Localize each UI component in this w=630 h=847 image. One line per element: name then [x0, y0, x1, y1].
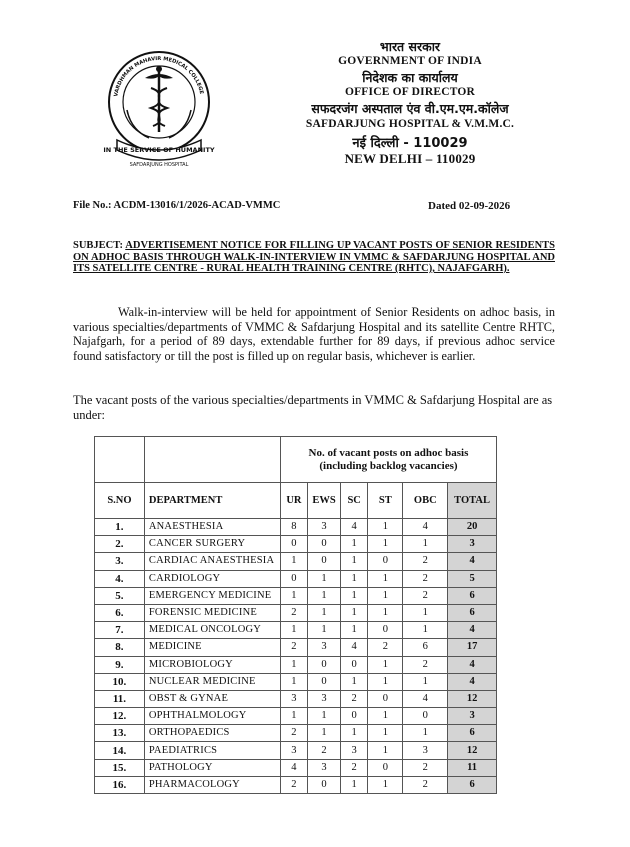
cell-total: 4: [448, 673, 497, 690]
header-blank-sno: [95, 437, 145, 483]
cell-obc: 3: [403, 742, 448, 759]
cell-total: 3: [448, 708, 497, 725]
cell-department: PAEDIATRICS: [144, 742, 280, 759]
header-city: NEW DELHI – 110029: [344, 151, 476, 166]
cell-st: 0: [368, 759, 403, 776]
cell-obc: 2: [403, 587, 448, 604]
cell-total: 6: [448, 725, 497, 742]
table-intro: The vacant posts of the various specialties/departments in VMMC & Safdarjung Hospital are as under:: [73, 393, 553, 422]
cell-ews: 3: [307, 639, 340, 656]
cell-ur: 2: [280, 725, 307, 742]
header-govt: GOVERNMENT OF INDIA: [338, 55, 482, 67]
cell-sc: 4: [341, 519, 368, 536]
cell-st: 2: [368, 639, 403, 656]
cell-ews: 0: [307, 673, 340, 690]
cell-ews: 3: [307, 690, 340, 707]
cell-obc: 1: [403, 536, 448, 553]
cell-ews: 1: [307, 622, 340, 639]
column-header-obc: OBC: [403, 483, 448, 519]
cell-sc: 4: [341, 639, 368, 656]
cell-ur: 2: [280, 604, 307, 621]
cell-total: 12: [448, 742, 497, 759]
cell-ur: 2: [280, 639, 307, 656]
cell-ews: 0: [307, 553, 340, 570]
body-paragraph: Walk-in-interview will be held for appointment of Senior Residents on adhoc basis, in various specialties/departments of VMMC & Safdarjung Hospital and its satellite Centre RHTC, Najafgarh, for a period of 89 days, extendable further for 89 days, if previous adhoc service found satisfactory or till the post is filled up on regular basis, whichever is earlier.: [73, 305, 555, 363]
logo-arc-text: VARDHMAN MAHAVIR MEDICAL COLLEGE: [113, 55, 205, 98]
header-hindi-office: निदेशक का कार्यालय: [362, 70, 458, 85]
header-hindi-hospital: सफदरजंग अस्पताल एंव वी.एम.एम.कॉलेज: [311, 101, 509, 116]
cell-st: 1: [368, 656, 403, 673]
cell-st: 0: [368, 553, 403, 570]
cell-obc: 0: [403, 708, 448, 725]
cell-sc: 1: [341, 622, 368, 639]
cell-total: 12: [448, 690, 497, 707]
cell-sc: 0: [341, 656, 368, 673]
cell-st: 1: [368, 725, 403, 742]
cell-st: 1: [368, 673, 403, 690]
cell-sno: 10.: [95, 673, 145, 690]
cell-obc: 2: [403, 553, 448, 570]
cell-department: ORTHOPAEDICS: [144, 725, 280, 742]
cell-sno: 13.: [95, 725, 145, 742]
header-blank-dept: [144, 437, 280, 483]
cell-sc: 1: [341, 725, 368, 742]
file-number: File No.: ACDM-13016/1/2026-ACAD-VMMC: [73, 200, 281, 211]
header-hindi-city: नई दिल्ली - 110029: [352, 136, 468, 151]
cell-st: 0: [368, 690, 403, 707]
subject: [73, 240, 555, 275]
cell-obc: 1: [403, 725, 448, 742]
column-header-st: ST: [368, 483, 403, 519]
cell-ur: 0: [280, 536, 307, 553]
cell-obc: 2: [403, 570, 448, 587]
cell-department: PHARMACOLOGY: [144, 776, 280, 793]
cell-total: 4: [448, 622, 497, 639]
table-row: [95, 742, 497, 759]
cell-sc: 1: [341, 673, 368, 690]
cell-total: 17: [448, 639, 497, 656]
cell-st: 0: [368, 622, 403, 639]
cell-ur: 1: [280, 673, 307, 690]
cell-obc: 1: [403, 622, 448, 639]
cell-department: NUCLEAR MEDICINE: [144, 673, 280, 690]
cell-sno: 9.: [95, 656, 145, 673]
cell-obc: 2: [403, 759, 448, 776]
cell-total: 4: [448, 553, 497, 570]
column-header-sno: S.NO: [95, 483, 145, 519]
cell-ur: 3: [280, 690, 307, 707]
table-row: [95, 519, 497, 536]
cell-sno: 5.: [95, 587, 145, 604]
cell-ews: 1: [307, 725, 340, 742]
cell-department: MICROBIOLOGY: [144, 656, 280, 673]
cell-obc: 2: [403, 776, 448, 793]
cell-obc: 1: [403, 673, 448, 690]
cell-sc: 3: [341, 742, 368, 759]
cell-ews: 1: [307, 604, 340, 621]
cell-ur: 8: [280, 519, 307, 536]
cell-obc: 2: [403, 656, 448, 673]
cell-sc: 1: [341, 570, 368, 587]
cell-sno: 3.: [95, 553, 145, 570]
cell-ews: 3: [307, 759, 340, 776]
header-hindi-govt: भारत सरकार: [379, 39, 441, 54]
cell-department: MEDICINE: [144, 639, 280, 656]
cell-ur: 3: [280, 742, 307, 759]
header-hospital: SAFDARJUNG HOSPITAL & V.M.M.C.: [305, 118, 515, 130]
cell-st: 1: [368, 587, 403, 604]
cell-sc: 1: [341, 553, 368, 570]
vacancy-table: [94, 436, 497, 794]
cell-department: MEDICAL ONCOLOGY: [144, 622, 280, 639]
cell-st: 1: [368, 536, 403, 553]
cell-ews: 0: [307, 536, 340, 553]
cell-st: 1: [368, 742, 403, 759]
cell-department: OBST & GYNAE: [144, 690, 280, 707]
table-row: [95, 604, 497, 621]
cell-total: 11: [448, 759, 497, 776]
cell-ur: 0: [280, 570, 307, 587]
cell-ews: 0: [307, 776, 340, 793]
cell-ews: 3: [307, 519, 340, 536]
cell-sno: 11.: [95, 690, 145, 707]
table-row: [95, 656, 497, 673]
cell-ur: 1: [280, 708, 307, 725]
cell-department: EMERGENCY MEDICINE: [144, 587, 280, 604]
cell-sc: 1: [341, 536, 368, 553]
cell-sno: 12.: [95, 708, 145, 725]
cell-total: 6: [448, 776, 497, 793]
cell-department: ANAESTHESIA: [144, 519, 280, 536]
table-row: [95, 759, 497, 776]
cell-department: PATHOLOGY: [144, 759, 280, 776]
cell-st: 1: [368, 570, 403, 587]
cell-total: 3: [448, 536, 497, 553]
table-group-header: No. of vacant posts on adhoc basis (including backlog vacancies): [280, 437, 496, 483]
column-header-ews: EWS: [307, 483, 340, 519]
cell-sc: 1: [341, 587, 368, 604]
cell-obc: 4: [403, 690, 448, 707]
column-header-sc: SC: [341, 483, 368, 519]
cell-sno: 1.: [95, 519, 145, 536]
cell-ews: 1: [307, 587, 340, 604]
table-row: [95, 587, 497, 604]
cell-ur: 1: [280, 553, 307, 570]
cell-sno: 16.: [95, 776, 145, 793]
cell-department: FORENSIC MEDICINE: [144, 604, 280, 621]
cell-sc: 1: [341, 776, 368, 793]
cell-sno: 2.: [95, 536, 145, 553]
cell-ews: 1: [307, 570, 340, 587]
column-header-total: TOTAL: [448, 483, 497, 519]
cell-obc: 6: [403, 639, 448, 656]
cell-obc: 4: [403, 519, 448, 536]
logo-bottom-text: SAFDARJUNG HOSPITAL: [129, 162, 189, 168]
cell-department: OPHTHALMOLOGY: [144, 708, 280, 725]
cell-ur: 2: [280, 776, 307, 793]
cell-sno: 7.: [95, 622, 145, 639]
table-row: [95, 536, 497, 553]
cell-total: 20: [448, 519, 497, 536]
cell-total: 4: [448, 656, 497, 673]
cell-ur: 1: [280, 656, 307, 673]
cell-st: 1: [368, 604, 403, 621]
cell-sno: 15.: [95, 759, 145, 776]
cell-ews: 0: [307, 656, 340, 673]
cell-ur: 1: [280, 622, 307, 639]
cell-ur: 1: [280, 587, 307, 604]
college-emblem-logo: [103, 40, 215, 170]
cell-sc: 0: [341, 708, 368, 725]
cell-st: 1: [368, 776, 403, 793]
cell-department: CARDIAC ANAESTHESIA: [144, 553, 280, 570]
cell-total: 6: [448, 604, 497, 621]
table-row: [95, 725, 497, 742]
cell-ur: 4: [280, 759, 307, 776]
cell-total: 5: [448, 570, 497, 587]
cell-department: CANCER SURGERY: [144, 536, 280, 553]
table-row: [95, 776, 497, 793]
cell-sc: 2: [341, 759, 368, 776]
cell-ews: 1: [307, 708, 340, 725]
cell-sc: 2: [341, 690, 368, 707]
subject-label: SUBJECT:: [73, 240, 123, 251]
logo-banner-text: IN THE SERVICE OF HUMANITY: [103, 146, 215, 154]
table-row: [95, 570, 497, 587]
cell-st: 1: [368, 708, 403, 725]
cell-total: 6: [448, 587, 497, 604]
header-office: OFFICE OF DIRECTOR: [344, 86, 476, 98]
table-row: [95, 622, 497, 639]
cell-department: CARDIOLOGY: [144, 570, 280, 587]
cell-ews: 2: [307, 742, 340, 759]
date: Dated 02-09-2026: [428, 200, 511, 212]
subject-text: ADVERTISEMENT NOTICE FOR FILLING UP VACANT POSTS OF SENIOR RESIDENTS ON ADHOC BASIS THROUGH WALK-IN-INTERVIEW IN VMMC & SAFDARJUNG HOSPITAL AND ITS SATELLITE CENTRE - RURAL HEALTH TRAINING CENTRE (RHTC), NAJAFGARH).: [73, 240, 556, 274]
column-header-ur: UR: [280, 483, 307, 519]
cell-sno: 4.: [95, 570, 145, 587]
table-row: [95, 708, 497, 725]
cell-sno: 6.: [95, 604, 145, 621]
column-header-department: DEPARTMENT: [144, 483, 280, 519]
cell-st: 1: [368, 519, 403, 536]
table-row: [95, 673, 497, 690]
table-row: [95, 639, 497, 656]
cell-sno: 8.: [95, 639, 145, 656]
cell-obc: 1: [403, 604, 448, 621]
cell-sno: 14.: [95, 742, 145, 759]
table-row: [95, 690, 497, 707]
cell-sc: 1: [341, 604, 368, 621]
table-row: [95, 553, 497, 570]
